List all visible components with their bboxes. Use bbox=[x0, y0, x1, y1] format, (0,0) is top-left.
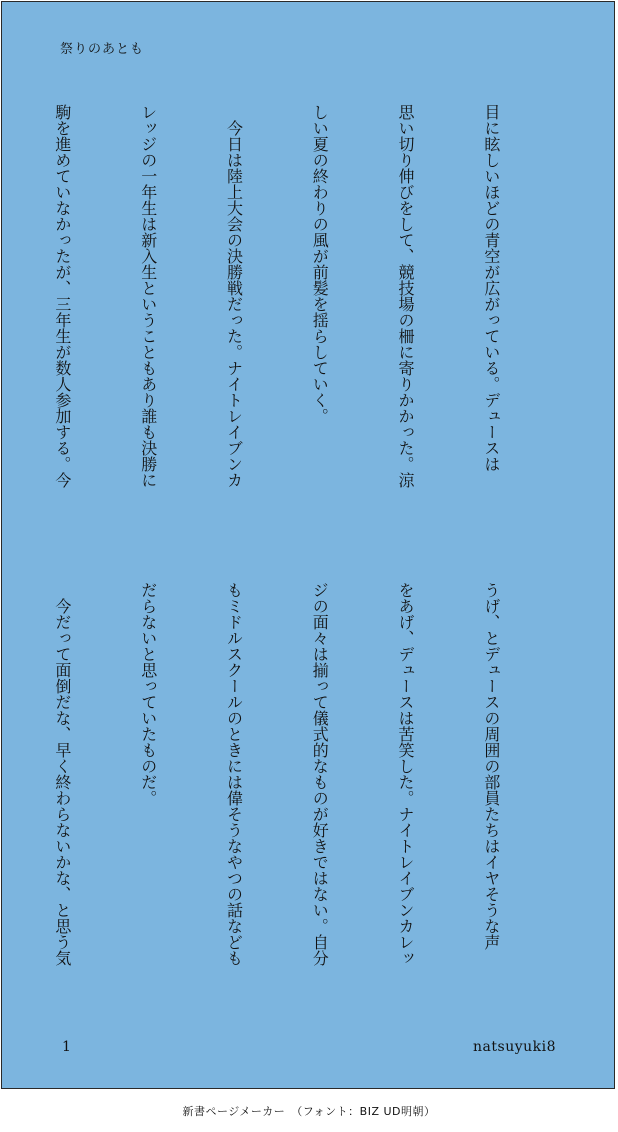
text-line: 思い切り伸びをして、競技場の柵に寄りかかった。涼 bbox=[396, 104, 416, 488]
text-line: 目に眩しいほどの青空が広がっている。デュースは bbox=[481, 104, 501, 472]
text-line: 駒を進めていなかったが、三年生が数人参加する。今 bbox=[52, 104, 72, 488]
generator-caption: 新書ページメーカー （フォント：BIZ UD明朝） bbox=[182, 1105, 436, 1118]
text-line: をあげ、デュースは苦笑した。ナイトレイブンカレッ bbox=[396, 582, 416, 966]
text-line: しい夏の終わりの風が前髪を揺らしていく。 bbox=[310, 104, 330, 424]
text-block-top bbox=[52, 104, 562, 522]
text-line: 今だって面倒だな、早く終わらないかな、と思う気 bbox=[52, 582, 72, 966]
page-number: 1 bbox=[62, 1039, 71, 1055]
text-line: 今日は陸上大会の決勝戦だった。ナイトレイブンカ bbox=[224, 104, 244, 488]
author-name: natsuyuki8 bbox=[473, 1039, 556, 1055]
text-line: だらないと思っていたものだ。 bbox=[138, 582, 158, 806]
text-line: レッジの一年生は新入生ということもあり誰も決勝に bbox=[138, 104, 158, 488]
text-line: ジの面々は揃って儀式的なものが好きではない。自分 bbox=[310, 582, 330, 966]
book-page bbox=[1, 1, 615, 1089]
text-block-bottom bbox=[52, 582, 562, 1000]
text-line: うげ、とデュースの周囲の部員たちはイヤそうな声 bbox=[481, 582, 501, 950]
text-line: もミドルスクールのときには偉そうなやつの話なども bbox=[224, 582, 244, 966]
page-title: 祭りのあとも bbox=[60, 42, 145, 57]
